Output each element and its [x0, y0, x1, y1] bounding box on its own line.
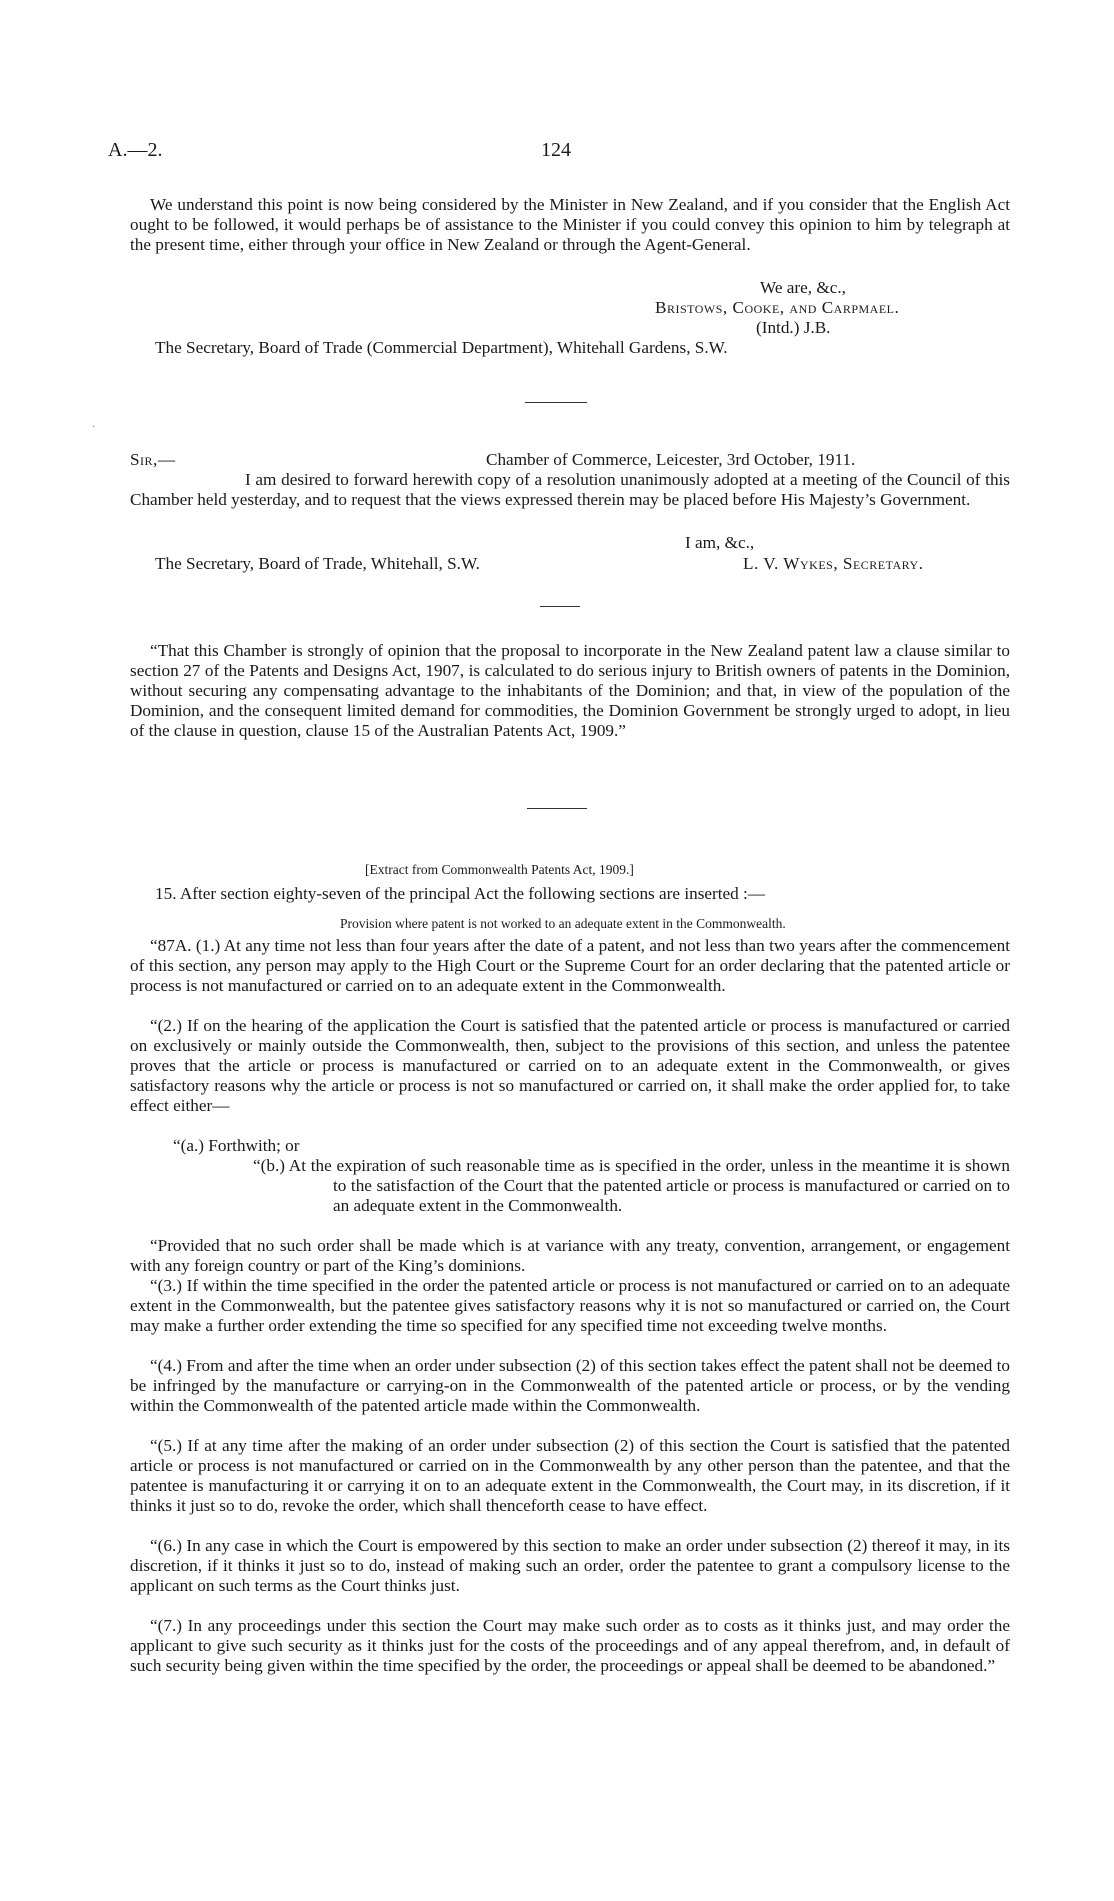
letter2-paragraph: I am desired to forward herewith copy of a resolution unanimously adopted at a meeting of the Council of this Chamber held yesterday, and to request that the views expressed therein may be placed before His Majesty’s Government. [130, 470, 1010, 509]
letter2-location-date: Chamber of Commerce, Leicester, 3rd October, 1911. [486, 450, 856, 469]
letter1-initials: (Intd.) J.B. [756, 318, 831, 337]
section-87a-5: “(5.) If at any time after the making of an order under subsection (2) of this section the Court is satisfied that the patented article or process is not manufactured or carried on in the Commonwealth by any other person than the patentee, and that the patentee is manufacturing it or carrying it on to an adequate extent in the Commonwealth, the Court may, in its discretion, if it thinks it just so to do, revoke the order, which shall thenceforth cease to have effect. [130, 1436, 1010, 1515]
extract-heading: [Extract from Commonwealth Patents Act, 1909.] [365, 862, 634, 877]
section-87a-4: “(4.) From and after the time when an order under subsection (2) of this section takes effect the patent shall not be deemed to be infringed by the manufacture or carrying-on in the Commonwealth of the patented article or process, or by the vending within the Commonwealth of the patented article made within the Commonwealth. [130, 1356, 1010, 1415]
letter1-signature: Bristows, Cooke, and Carpmael. [655, 298, 900, 317]
resolution-text: “That this Chamber is strongly of opinion that the proposal to incorporate in the New Zealand patent law a clause similar to section 27 of the Patents and Designs Act, 1907, is calculated to do serious injury to British owners of patents in the Dominion, without securing any compensating advantage to the inhabitants of the Dominion; and that, in view of the population of the Dominion, and the consequent limited demand for commodities, the Dominion Government be strongly urged to adopt, in lieu of the clause in question, clause 15 of the Australian Patents Act, 1909.” [130, 641, 1010, 740]
section-87a-3: “(3.) If within the time specified in the order the patented article or process is not manufactured or carried on to an adequate extent in the Commonwealth, but the patentee gives satisfactory reasons why it is not so manufactured or carried on, the Court may make a further order extending the time so specified for any specified time not exceeding twelve months. [130, 1276, 1010, 1335]
letter1-paragraph: We understand this point is now being considered by the Minister in New Zealand, and if you consider that the English Act ought to be followed, it would perhaps be of assistance to the Minister if you could convey this opinion to him by telegraph at the present time, either through your office in New Zealand or through the Agent-General. [130, 195, 1010, 254]
letter1-addressee: The Secretary, Board of Trade (Commercial Department), Whitehall Gardens, S.W. [155, 338, 728, 357]
section-87a-6: “(6.) In any case in which the Court is empowered by this section to make an order under subsection (2) thereof it may, in its discretion, if it thinks it just so to do, instead of making such an order, order the patentee to grant a compulsory license to the applicant on such terms as the Court thinks just. [130, 1536, 1010, 1595]
section-87a-1: “87A. (1.) At any time not less than four years after the date of a patent, and not less than two years after the commencement of this section, any person may apply to the High Court or the Supreme Court for an order declaring that the patented article or process is not manufactured or carried on to an adequate extent in the Commonwealth. [130, 936, 1010, 995]
extract-intro: 15. After section eighty-seven of the principal Act the following sections are inserted :— [155, 884, 765, 903]
section-divider [540, 606, 580, 607]
extract-subheading: Provision where patent is not worked to an adequate extent in the Commonwealth. [340, 916, 786, 931]
section-divider [525, 402, 587, 403]
page-number: 124 [541, 139, 571, 161]
letter2-signature: L. V. Wykes, Secretary. [743, 554, 924, 573]
letter2-addressee: The Secretary, Board of Trade, Whitehall, S.W. [155, 554, 480, 573]
document-page: A.—2. 124 We understand this point is now being considered by the Minister in New Zealand, and if you consider that the English Act ought to be followed, it would perhaps be of assistance to the Minister if you could convey this opinion to him by telegraph at the present time, either through your office in New Zealand or through the Agent-General. We are, &c., Bristows, Cooke, and Carpmael. (Intd.) J.B. The Secretary, Board of Trade (Commercial Department), Whitehall Gardens, S.W. · Sir,— Chamber of Commerce, Leicester, 3rd October, 1911. I am desired to forward herewith copy of a resolution unanimously adopted at a meeting of the Council of this Chamber held yesterday, and to request that the views expressed therein may be placed before His Majesty’s Government. I am, &c., The Secretary, Board of Trade, Whitehall, S.W. L. V. Wykes, Secretary. “That this Chamber is strongly of opinion that the proposal to incorporate in the New Zealand patent law a clause similar to section 27 of the Patents and Designs Act, 1907, is calculated to do serious injury to British owners of patents in the Dominion, without securing any compensating advantage to the inhabitants of the Dominion; and that, in view of the population of the Dominion, and the consequent limited demand for commodities, the Dominion Government be strongly urged to adopt, in lieu of the clause in question, clause 15 of the Australian Patents Act, 1909.” [Extract from Commonwealth Patents Act, 1909.] 15. After section eighty-seven of the principal Act the following sections are inserted :— Provision where patent is not worked to an adequate extent in the Commonwealth. “87A. (1.) At any time not less than four years after the date of a patent, and not less than two years after the commencement of this section, any person may apply to the High Court or the Supreme Court for an order declaring that the patented article or process is not manufactured or carried on to an adequate extent in the Commonwealth. “(2.) If on the hearing of the application the Court is satisfied that the patented article or process is manufactured or carried on exclusively or mainly outside the Commonwealth, then, subject to the provisions of this section, and unless the patentee proves that the article or process is manufactured or carried on to an adequate extent in the Commonwealth, or gives satisfactory reasons why the article or process is not so manufactured or carried on, it shall make the order applied for, to take effect either— “(a.) Forthwith; or “(b.) At the expiration of such reasonable time as is specified in the order, unless in the meantime it is shown to the satisfaction of the Court that the patented article or process is manufactured or carried on to an adequate extent in the Commonwealth. “Provided that no such order shall be made which is at variance with any treaty, convention, arrangement, or engagement with any foreign country or part of the King’s dominions. “(3.) If within the time specified in the order the patented article or process is not manufactured or carried on to an adequate extent in the Commonwealth, but the patentee gives satisfactory reasons why it is not so manufactured or carried on, the Court may make a further order extending the time so specified for any specified time not exceeding twelve months. “(4.) From and after the time when an order under subsection (2) of this section takes effect the patent shall not be deemed to be infringed by the manufacture or carrying-on in the Commonwealth of the patented article or process, or by the vending within the Commonwealth of the patented article made within the Commonwealth. “(5.) If at any time after the making of an order under subsection (2) of this section the Court is satisfied that the patented article or process is not manufactured or carried on in the Commonwealth by any other person than the patentee, and that the patentee is manufacturing it or carrying it on to an adequate extent in the Commonwealth, the Court may, in its discretion, if it thinks it just so to do, revoke the order, which shall thenceforth cease to have effect. “(6.) In any case in which the Court is empowered by this section to make an order under subsection (2) thereof it may, in its discretion, if it thinks it just so to do, instead of making such an order, order the patentee to grant a compulsory license to the applicant on such terms as the Court thinks just. “(7.) In any proceedings under this section the Court may make such order as to costs as it thinks just, and may order the applicant to give such security as it thinks just for the costs of the proceedings and of any appeal therefrom, and, in default of such security being given within the time specified by the order, the proceedings or appeal shall be deemed to be abandoned.” [0, 0, 1114, 1901]
section-87a-7: “(7.) In any proceedings under this section the Court may make such order as to costs as it thinks just, and may order the applicant to give such security as it thinks just for the costs of the proceedings and of any appeal therefrom, and, in default of such security being given within the time specified by the order, the proceedings or appeal shall be deemed to be abandoned.” [130, 1616, 1010, 1675]
section-87a-2: “(2.) If on the hearing of the application the Court is satisfied that the patented article or process is manufactured or carried on exclusively or mainly outside the Commonwealth, then, subject to the provisions of this section, and unless the patentee proves that the article or process is manufactured or carried on to an adequate extent in the Commonwealth, or gives satisfactory reasons why the article or process is not so manufactured or carried on, it shall make the order applied for, to take effect either— [130, 1016, 1010, 1115]
proviso: “Provided that no such order shall be made which is at variance with any treaty, convention, arrangement, or engagement with any foreign country or part of the King’s dominions. [130, 1236, 1010, 1275]
letter2-closing: I am, &c., [685, 533, 755, 552]
item-b: “(b.) At the expiration of such reasonable time as is specified in the order, unless in the meantime it is shown to the satisfaction of the Court that the patented article or process is manufactured or carried on to an adequate extent in the Commonwealth. [253, 1156, 1010, 1215]
document-reference: A.—2. [108, 139, 163, 161]
section-divider [527, 808, 587, 809]
item-a: “(a.) Forthwith; or [173, 1136, 300, 1155]
letter2-salutation: Sir,— [130, 450, 176, 469]
letter1-closing: We are, &c., [760, 278, 846, 297]
